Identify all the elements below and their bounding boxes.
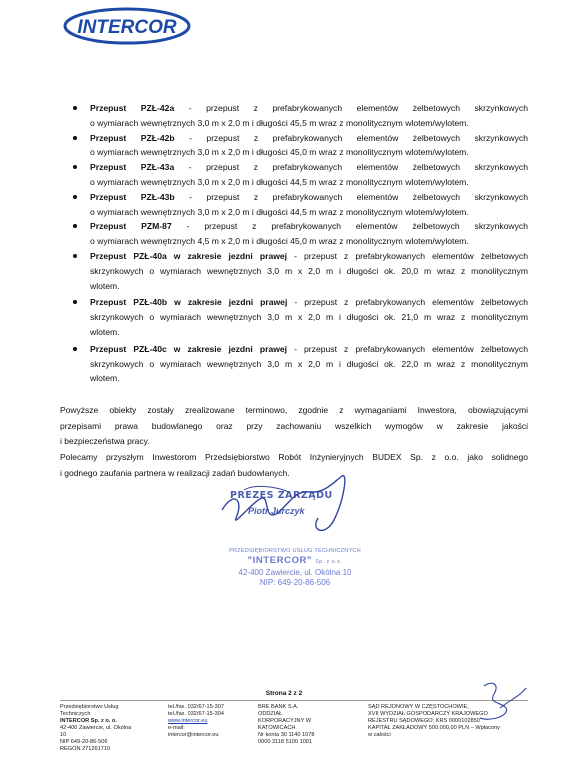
item-name: Przepust PZŁ-43a bbox=[90, 162, 175, 173]
list-item bbox=[64, 101, 528, 131]
bullet-icon bbox=[73, 300, 77, 304]
item-name: Przepust PZŁ-43b bbox=[90, 191, 175, 202]
stamp-person: Piotr Jurczyk bbox=[248, 506, 305, 516]
footer-registry: SĄD REJONOWY W CZĘSTOCHOWIE, XVII WYDZIAŁ GOSPODARCZY KRAJOWEGO REJESTRU SĄDOWEGO; KRS 0000102850 KAPITAŁ ZAKŁADOWY 500.000,00 PLN – Wpłacony w całości bbox=[368, 704, 500, 738]
footer-bank: BRE BANK S.A. ODDZIAŁ KORPORACYJNY W KATOWICACH Nr konta 30 1140 1078 0000 3118 5100 1001 bbox=[258, 704, 315, 745]
stamp-company-suffix: Sp. z o.o. bbox=[315, 559, 343, 565]
footer-divider bbox=[60, 700, 528, 701]
bullet-icon bbox=[73, 106, 77, 110]
list-item bbox=[64, 219, 528, 249]
company-stamp bbox=[200, 548, 390, 587]
bullet-icon bbox=[73, 254, 77, 258]
recommendation-paragraph: Polecamy przyszłym Inwestorom Przedsiębiorstwo Robót Inżynieryjnych BUDEX Sp. z o.o. jako solidnego i godnego zaufania partnera w realizacji zadań budowlanych. bbox=[60, 452, 528, 478]
website-link[interactable]: www.intercor.eu bbox=[168, 718, 208, 724]
item-name: Przepust PZŁ-40c w zakresie jezdni prawej bbox=[90, 343, 288, 354]
item-desc-cont: skrzynkowych o wymiarach wewnętrznych 3,0 m x 2,0 m i długości ok. 21,0 m wraz z monolitycznym bbox=[90, 312, 528, 323]
bullet-icon bbox=[73, 224, 77, 228]
item-desc-cont: o wymiarach wewnętrznych 3,0 m x 2,0 m i długości 45,5 m wraz z monolitycznym wlotem/wylotem. bbox=[90, 117, 469, 128]
item-desc: - przepust z prefabrykowanych elementów żelbetowych skrzynkowych bbox=[189, 191, 528, 202]
item-name: Przepust PZŁ-42b bbox=[90, 132, 175, 143]
item-desc-cont: o wymiarach wewnętrznych 4,5 m x 2,0 m i długości 45,0 m wraz z monolitycznym wlotem/wylotem. bbox=[90, 236, 469, 247]
footer-company: Przedsiębiorstwo Usług Techniczych INTERCOR Sp. z o. o. 42-400 Zawiercie, ul. Okólna 10 NIP 649-20-86-506 REGON 271261710 bbox=[60, 704, 132, 752]
page-number: Strona 2 z 2 bbox=[265, 690, 303, 697]
list-item bbox=[64, 342, 528, 386]
stamp-company-type: PRZEDSIĘBIORSTWO USŁUG TECHNICZNYCH bbox=[229, 548, 361, 554]
logo-text: INTERCOR bbox=[77, 17, 177, 38]
bullet-icon bbox=[73, 165, 77, 169]
list-item bbox=[64, 160, 528, 190]
item-desc-cont: o wymiarach wewnętrznych 3,0 m x 2,0 m i długości 45,0 m wraz z monolitycznym wlotem/wylotem. bbox=[90, 147, 469, 158]
bullet-icon bbox=[73, 136, 77, 140]
item-desc: - przepust z prefabrykowanych elementów żelbetowych skrzynkowych bbox=[188, 162, 528, 173]
logo-graphic bbox=[62, 6, 192, 46]
item-desc-cont: skrzynkowych o wymiarach wewnętrznych 3,0 m x 2,0 m i długości ok. 20,0 m wraz z monolitycznym bbox=[90, 265, 528, 276]
stamp-title: PREZES ZARZĄDU bbox=[230, 490, 333, 501]
item-desc-end: wlotem. bbox=[90, 373, 120, 384]
list-item bbox=[64, 190, 528, 220]
stamp-company-address: 42-400 Zawiercie, ul. Okólna 10 bbox=[238, 568, 352, 577]
item-desc-cont: o wymiarach wewnętrznych 3,0 m x 2,0 m i długości 44,5 m wraz z monolitycznym wlotem/wylotem. bbox=[90, 206, 469, 217]
item-name: Przepust PZM-87 bbox=[90, 221, 172, 232]
item-desc: - przepust z prefabrykowanych elementów żelbetowych skrzynkowych bbox=[189, 132, 528, 143]
signature bbox=[214, 470, 364, 540]
list-item bbox=[64, 295, 528, 339]
item-desc-end: wlotem. bbox=[90, 326, 120, 337]
item-name: Przepust PZŁ-40a w zakresie jezdni prawej bbox=[90, 250, 288, 261]
completion-paragraph: Powyższe obiekty zostały zrealizowane terminowo, zgodnie z wymaganiami Inwestora, obowiązującymi przepisami prawa budowlanego oraz przy zachowaniu wszelkich wymogów w zakresie jakości i bezpieczeństwa pracy. bbox=[60, 405, 528, 447]
footer-contact: tel./fax. 032/67-15-307 tel./fax. 032/67-15-304 www.intercor.eu e-mail: intercor@intercor.eu bbox=[168, 704, 248, 739]
item-desc-cont: skrzynkowych o wymiarach wewnętrznych 3,0 m x 2,0 m i długości ok. 22,0 m wraz z monolitycznym bbox=[90, 358, 528, 369]
bullet-icon bbox=[73, 347, 77, 351]
item-desc: - przepust z prefabrykowanych elementów żelbetowych skrzynkowych bbox=[188, 103, 528, 113]
culvert-list bbox=[64, 101, 528, 386]
item-desc: - przepust z prefabrykowanych elementów żelbetowych bbox=[294, 297, 529, 308]
item-desc: - przepust z prefabrykowanych elementów żelbetowych bbox=[294, 343, 528, 354]
intercor-logo bbox=[62, 6, 192, 46]
item-desc: - przepust z prefabrykowanych elementów żelbetowych skrzynkowych bbox=[186, 221, 528, 232]
item-desc-cont: o wymiarach wewnętrznych 3,0 m x 2,0 m i długości 44,5 m wraz z monolitycznym wlotem/wylotem. bbox=[90, 176, 469, 187]
list-item bbox=[64, 249, 528, 293]
item-desc-end: wlotem. bbox=[90, 280, 120, 291]
footer-signature bbox=[470, 678, 530, 728]
item-desc: - przepust z prefabrykowanych elementów żelbetowych bbox=[294, 250, 528, 261]
stamp-company-nip: NIP: 649-20-86-506 bbox=[259, 578, 331, 587]
item-name: Przepust PZŁ-40b w zakresie jezdni prawej bbox=[90, 297, 288, 308]
email-link[interactable]: intercor@intercor.eu bbox=[168, 732, 219, 738]
list-item bbox=[64, 131, 528, 161]
item-name: Przepust PZŁ-42a bbox=[90, 103, 175, 113]
bullet-icon bbox=[73, 195, 77, 199]
stamp-company-name: "INTERCOR" bbox=[247, 555, 313, 566]
